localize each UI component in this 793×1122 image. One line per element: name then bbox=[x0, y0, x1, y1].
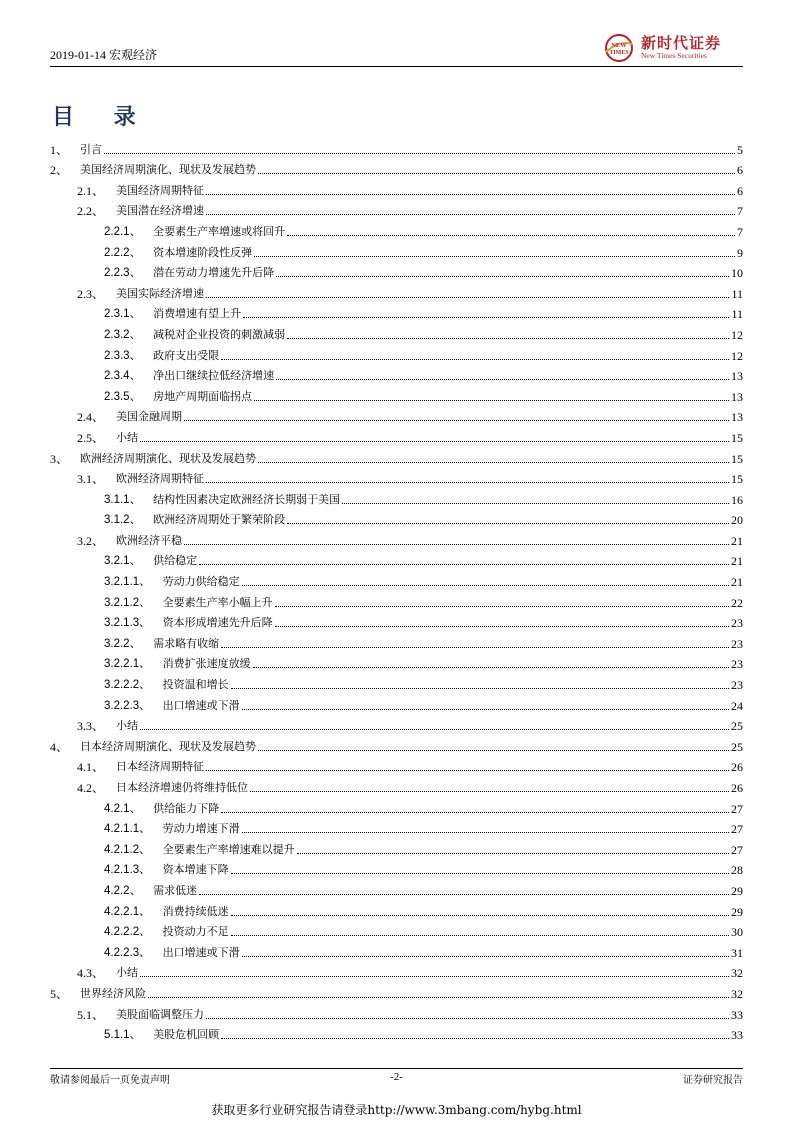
toc-dot-leader bbox=[221, 359, 729, 360]
toc-entry[interactable] bbox=[50, 342, 743, 363]
toc-entry-label: 美国经济周期特征 bbox=[116, 183, 205, 197]
toc-entry-label: 政府支出受限 bbox=[153, 348, 220, 362]
toc-entry-label: 投资温和增长 bbox=[162, 678, 229, 692]
table-of-contents bbox=[50, 136, 743, 1042]
toc-entry-page: 10 bbox=[731, 266, 743, 281]
toc-dot-leader bbox=[287, 523, 729, 524]
toc-entry-label: 日本经济周期演化、现状及发展趋势 bbox=[80, 739, 257, 753]
toc-dot-leader bbox=[250, 791, 729, 792]
toc-entry-number: 1、 bbox=[50, 142, 69, 157]
toc-dot-leader bbox=[258, 750, 729, 751]
toc-entry-label: 全要素生产率小幅上升 bbox=[162, 595, 273, 609]
toc-entry-label: 资本形成增速先升后降 bbox=[162, 616, 273, 630]
toc-entry-label: 欧洲经济周期特征 bbox=[116, 472, 205, 486]
toc-dot-leader bbox=[184, 420, 729, 421]
toc-entry-page: 20 bbox=[731, 513, 743, 528]
toc-entry-label: 出口增速或下滑 bbox=[162, 698, 240, 712]
toc-entry-number: 3.1.1、 bbox=[104, 493, 142, 506]
header-divider bbox=[50, 66, 743, 67]
toc-dot-leader bbox=[231, 688, 729, 689]
footer-disclaimer: 敬请参阅最后一页免责声明 bbox=[50, 1075, 170, 1086]
toc-entry-page: 25 bbox=[731, 739, 743, 754]
toc-entry-label: 投资动力不足 bbox=[162, 925, 229, 939]
header-date-topic: 2019-01-14 宏观经济 bbox=[50, 48, 157, 62]
toc-dot-leader bbox=[287, 235, 735, 236]
toc-entry-number: 3.2.2、 bbox=[104, 637, 142, 650]
toc-dot-leader bbox=[275, 606, 729, 607]
toc-entry-page: 31 bbox=[731, 945, 743, 960]
toc-entry-number: 3、 bbox=[50, 451, 69, 466]
toc-entry[interactable] bbox=[50, 857, 743, 878]
toc-entry[interactable] bbox=[50, 733, 743, 754]
toc-entry-page: 16 bbox=[731, 492, 743, 507]
toc-entry-label: 日本经济增速仍将维持低位 bbox=[116, 781, 249, 794]
toc-entry-label: 全要素生产率增速或将回升 bbox=[153, 224, 286, 238]
toc-entry-number: 2.2.1、 bbox=[104, 225, 142, 238]
toc-dot-leader bbox=[242, 956, 729, 957]
toc-dot-leader bbox=[206, 1018, 729, 1019]
toc-dot-leader bbox=[297, 853, 729, 854]
svg-text:TIMES: TIMES bbox=[609, 50, 629, 56]
toc-entry[interactable] bbox=[50, 774, 743, 795]
logo-english-name: New Times Securities bbox=[641, 51, 707, 60]
toc-entry-number: 4.2.1、 bbox=[104, 802, 142, 815]
toc-entry-page: 7 bbox=[737, 204, 743, 219]
toc-dot-leader bbox=[104, 153, 735, 154]
toc-entry-page: 9 bbox=[737, 245, 743, 260]
toc-entry[interactable] bbox=[50, 301, 743, 322]
toc-dot-leader bbox=[254, 400, 729, 401]
toc-dot-leader bbox=[206, 770, 729, 771]
toc-entry[interactable] bbox=[50, 630, 743, 651]
toc-entry-label: 需求略有收缩 bbox=[153, 636, 220, 650]
toc-entry-number: 4.2.1.1、 bbox=[104, 823, 151, 836]
toc-dot-leader bbox=[221, 812, 729, 813]
toc-dot-leader bbox=[206, 194, 735, 195]
toc-entry-number: 2.3、 bbox=[77, 286, 105, 301]
toc-dot-leader bbox=[140, 441, 729, 442]
toc-entry-number: 5.1.1、 bbox=[104, 1029, 142, 1042]
toc-entry-page: 23 bbox=[731, 616, 743, 631]
toc-entry-number: 3.2.1.1、 bbox=[104, 576, 151, 589]
toc-entry[interactable] bbox=[50, 404, 743, 425]
toc-dot-leader bbox=[221, 647, 729, 648]
toc-entry-number: 4.2、 bbox=[77, 781, 105, 795]
toc-entry[interactable] bbox=[50, 610, 743, 631]
toc-entry[interactable] bbox=[50, 816, 743, 837]
toc-entry[interactable] bbox=[50, 713, 743, 734]
toc-dot-leader bbox=[243, 317, 729, 318]
toc-entry[interactable] bbox=[50, 280, 743, 301]
toc-entry[interactable] bbox=[50, 671, 743, 692]
toc-entry-page: 33 bbox=[731, 1028, 743, 1043]
toc-entry-label: 资本增速阶段性反弹 bbox=[153, 245, 253, 259]
toc-entry-number: 3.2.1、 bbox=[104, 555, 142, 568]
toc-entry-page: 32 bbox=[731, 966, 743, 981]
toc-dot-leader bbox=[253, 667, 729, 668]
toc-dot-leader bbox=[221, 1038, 729, 1039]
toc-entry-label: 结构性因素决定欧洲经济长期弱于美国 bbox=[153, 492, 341, 506]
toc-entry-number: 2.3.5、 bbox=[104, 390, 142, 403]
toc-entry-number: 2.3.4、 bbox=[104, 370, 142, 383]
company-logo bbox=[603, 32, 743, 64]
toc-dot-leader bbox=[206, 482, 729, 483]
toc-entry-label: 日本经济周期特征 bbox=[116, 760, 205, 774]
toc-entry-label: 潜在劳动力增速先升后降 bbox=[153, 266, 275, 280]
page-header bbox=[50, 34, 743, 66]
toc-dot-leader bbox=[199, 564, 729, 565]
toc-dot-leader bbox=[148, 997, 729, 998]
toc-entry-label: 世界经济风险 bbox=[80, 986, 147, 1000]
toc-entry-page: 13 bbox=[731, 410, 743, 425]
toc-entry-label: 小结 bbox=[116, 719, 139, 733]
toc-dot-leader bbox=[342, 503, 729, 504]
toc-entry-page: 32 bbox=[731, 986, 743, 1001]
toc-entry-label: 劳动力增速下滑 bbox=[162, 822, 240, 836]
logo-chinese-name: 新时代证券 bbox=[641, 34, 722, 52]
toc-entry[interactable] bbox=[50, 445, 743, 466]
toc-entry[interactable] bbox=[50, 177, 743, 198]
toc-entry-label: 美股危机回顾 bbox=[153, 1028, 220, 1042]
toc-entry-label: 消费扩张速度放缓 bbox=[162, 657, 251, 671]
toc-entry-label: 出口增速或下滑 bbox=[162, 945, 240, 959]
toc-entry-label: 全要素生产率增速难以提升 bbox=[162, 842, 295, 856]
toc-entry-number: 2.2、 bbox=[77, 204, 105, 219]
toc-entry[interactable] bbox=[50, 589, 743, 610]
toc-entry-page: 23 bbox=[731, 657, 743, 672]
toc-entry-label: 美国经济周期演化、现状及发展趋势 bbox=[80, 163, 257, 177]
toc-entry-label: 欧洲经济平稳 bbox=[116, 533, 183, 547]
toc-entry[interactable] bbox=[50, 466, 743, 487]
toc-entry-number: 2.4、 bbox=[77, 410, 105, 425]
toc-entry-number: 3.2.2.2、 bbox=[104, 679, 151, 692]
toc-entry-page: 12 bbox=[731, 327, 743, 342]
toc-entry-number: 3.2.2.1、 bbox=[104, 658, 151, 671]
toc-entry-number: 4.3、 bbox=[77, 966, 105, 981]
toc-entry-number: 3.2.1.2、 bbox=[104, 596, 151, 609]
toc-entry-number: 4.2.2、 bbox=[104, 884, 142, 897]
toc-dot-leader bbox=[242, 709, 729, 710]
toc-entry-label: 消费持续低迷 bbox=[162, 904, 229, 918]
toc-entry-number: 2.2.2、 bbox=[104, 246, 142, 259]
toc-entry[interactable] bbox=[50, 260, 743, 281]
toc-entry-page: 25 bbox=[731, 719, 743, 734]
toc-entry-label: 引言 bbox=[80, 142, 103, 156]
toc-entry-number: 3.1、 bbox=[77, 472, 105, 487]
toc-entry-number: 2、 bbox=[50, 163, 69, 178]
toc-entry-number: 4.2.2.3、 bbox=[104, 946, 151, 959]
toc-entry-page: 6 bbox=[737, 163, 743, 178]
page-number: -2- bbox=[390, 1071, 403, 1083]
toc-entry-number: 2.5、 bbox=[77, 430, 105, 445]
footer-report-type: 证券研究报告 bbox=[683, 1075, 743, 1086]
toc-entry-page: 21 bbox=[731, 554, 743, 569]
toc-entry[interactable] bbox=[50, 754, 743, 775]
toc-entry-label: 欧洲经济周期演化、现状及发展趋势 bbox=[80, 451, 257, 465]
toc-entry[interactable] bbox=[50, 486, 743, 507]
toc-entry-number: 3.3、 bbox=[77, 719, 105, 734]
toc-entry-label: 供给能力下降 bbox=[153, 801, 220, 815]
toc-dot-leader bbox=[184, 544, 729, 545]
toc-entry-label: 美国潜在经济增速 bbox=[116, 204, 205, 218]
toc-entry-label: 减税对企业投资的刺激减弱 bbox=[153, 327, 286, 341]
toc-entry-label: 欧洲经济周期处于繁荣阶段 bbox=[153, 513, 286, 527]
toc-entry-number: 3.2.2.3、 bbox=[104, 699, 151, 712]
toc-entry-page: 29 bbox=[731, 904, 743, 919]
toc-entry[interactable] bbox=[50, 980, 743, 1001]
toc-entry-page: 22 bbox=[731, 595, 743, 610]
toc-dot-leader bbox=[258, 462, 729, 463]
toc-entry[interactable] bbox=[50, 960, 743, 981]
toc-entry-number: 4.2.1.2、 bbox=[104, 843, 151, 856]
toc-entry[interactable] bbox=[50, 795, 743, 816]
toc-dot-leader bbox=[242, 585, 729, 586]
toc-entry[interactable] bbox=[50, 527, 743, 548]
toc-entry-page: 13 bbox=[731, 369, 743, 384]
toc-entry-number: 3.2、 bbox=[77, 533, 105, 548]
toc-entry[interactable] bbox=[50, 1022, 743, 1043]
toc-entry-label: 小结 bbox=[116, 430, 139, 444]
toc-entry[interactable] bbox=[50, 692, 743, 713]
toc-entry-page: 27 bbox=[731, 842, 743, 857]
toc-entry[interactable] bbox=[50, 383, 743, 404]
toc-dot-leader bbox=[276, 276, 729, 277]
toc-entry-number: 2.3.2、 bbox=[104, 328, 142, 341]
toc-dot-leader bbox=[276, 379, 729, 380]
toc-entry-number: 2.3.1、 bbox=[104, 308, 142, 321]
toc-entry-number: 3.1.2、 bbox=[104, 514, 142, 527]
toc-entry-number: 2.1、 bbox=[77, 183, 105, 198]
toc-entry-page: 15 bbox=[731, 472, 743, 487]
toc-entry[interactable] bbox=[50, 568, 743, 589]
toc-dot-leader bbox=[199, 894, 729, 895]
toc-entry-page: 12 bbox=[731, 348, 743, 363]
toc-entry-page: 27 bbox=[731, 801, 743, 816]
toc-entry[interactable] bbox=[50, 157, 743, 178]
page-title: 目 录 bbox=[52, 105, 152, 130]
toc-entry-page: 11 bbox=[731, 286, 743, 301]
toc-entry-number: 4、 bbox=[50, 739, 69, 754]
page-footer bbox=[50, 1071, 743, 1087]
promo-link-text[interactable]: 获取更多行业研究报告请登录http://www.3mbang.com/hybg.html bbox=[211, 1103, 582, 1117]
toc-entry-page: 7 bbox=[737, 224, 743, 239]
toc-entry-page: 21 bbox=[731, 533, 743, 548]
svg-text:NEW: NEW bbox=[611, 42, 627, 49]
toc-dot-leader bbox=[140, 976, 729, 977]
toc-entry-page: 28 bbox=[731, 863, 743, 878]
toc-entry[interactable] bbox=[50, 836, 743, 857]
toc-entry-label: 供给稳定 bbox=[153, 554, 198, 568]
toc-dot-leader bbox=[254, 256, 735, 257]
toc-entry-number: 2.2.3、 bbox=[104, 267, 142, 280]
toc-entry[interactable] bbox=[50, 507, 743, 528]
toc-entry-number: 4.2.1.3、 bbox=[104, 864, 151, 877]
toc-entry-page: 11 bbox=[731, 307, 743, 322]
toc-entry-page: 29 bbox=[731, 883, 743, 898]
toc-entry-number: 4.2.2.1、 bbox=[104, 905, 151, 918]
toc-entry-label: 需求低迷 bbox=[153, 883, 198, 897]
toc-entry-page: 6 bbox=[737, 183, 743, 198]
toc-entry[interactable] bbox=[50, 548, 743, 569]
toc-entry-label: 房地产周期面临拐点 bbox=[153, 389, 253, 403]
toc-entry-page: 23 bbox=[731, 678, 743, 693]
toc-entry-label: 净出口继续拉低经济增速 bbox=[153, 369, 275, 383]
toc-entry-page: 23 bbox=[731, 636, 743, 651]
toc-entry[interactable] bbox=[50, 321, 743, 342]
toc-entry-label: 美股面临调整压力 bbox=[116, 1007, 205, 1021]
toc-dot-leader bbox=[206, 297, 729, 298]
toc-entry-page: 15 bbox=[731, 430, 743, 445]
toc-entry-page: 5 bbox=[737, 142, 743, 157]
toc-entry[interactable] bbox=[50, 136, 743, 157]
toc-dot-leader bbox=[287, 338, 729, 339]
footer-divider bbox=[50, 1068, 743, 1069]
toc-dot-leader bbox=[231, 935, 729, 936]
toc-entry-page: 24 bbox=[731, 698, 743, 713]
toc-entry[interactable] bbox=[50, 939, 743, 960]
toc-dot-leader bbox=[275, 626, 729, 627]
toc-entry-number: 5.1、 bbox=[77, 1007, 105, 1022]
toc-entry-page: 15 bbox=[731, 451, 743, 466]
toc-entry-page: 30 bbox=[731, 925, 743, 940]
toc-entry-page: 13 bbox=[731, 389, 743, 404]
toc-entry-number: 5、 bbox=[50, 986, 69, 1001]
toc-entry-page: 26 bbox=[731, 781, 743, 795]
toc-entry[interactable] bbox=[50, 898, 743, 919]
new-times-logo-icon bbox=[603, 32, 635, 64]
toc-dot-leader bbox=[206, 214, 735, 215]
toc-entry[interactable] bbox=[50, 198, 743, 219]
toc-entry-label: 消费增速有望上升 bbox=[153, 307, 242, 321]
toc-entry-number: 4.1、 bbox=[77, 760, 105, 775]
toc-entry-number: 4.2.2.2、 bbox=[104, 926, 151, 939]
toc-entry-label: 美国实际经济增速 bbox=[116, 286, 205, 300]
toc-dot-leader bbox=[258, 173, 735, 174]
toc-entry-number: 3.2.1.3、 bbox=[104, 617, 151, 630]
toc-entry[interactable] bbox=[50, 239, 743, 260]
toc-entry[interactable] bbox=[50, 218, 743, 239]
toc-entry[interactable] bbox=[50, 651, 743, 672]
toc-entry-page: 21 bbox=[731, 575, 743, 590]
toc-entry-page: 26 bbox=[731, 760, 743, 775]
toc-entry-label: 劳动力供给稳定 bbox=[162, 575, 240, 589]
toc-entry-page: 27 bbox=[731, 822, 743, 837]
toc-entry[interactable] bbox=[50, 424, 743, 445]
toc-entry-label: 小结 bbox=[116, 966, 139, 980]
toc-dot-leader bbox=[140, 729, 729, 730]
toc-entry[interactable] bbox=[50, 1001, 743, 1022]
toc-entry[interactable] bbox=[50, 363, 743, 384]
toc-dot-leader bbox=[231, 915, 729, 916]
toc-entry[interactable] bbox=[50, 877, 743, 898]
toc-dot-leader bbox=[242, 832, 729, 833]
toc-entry-label: 美国金融周期 bbox=[116, 410, 183, 424]
toc-entry[interactable] bbox=[50, 919, 743, 940]
toc-dot-leader bbox=[231, 873, 729, 874]
toc-entry-number: 2.3.3、 bbox=[104, 349, 142, 362]
toc-entry-label: 资本增速下降 bbox=[162, 863, 229, 877]
toc-entry-page: 33 bbox=[731, 1007, 743, 1022]
